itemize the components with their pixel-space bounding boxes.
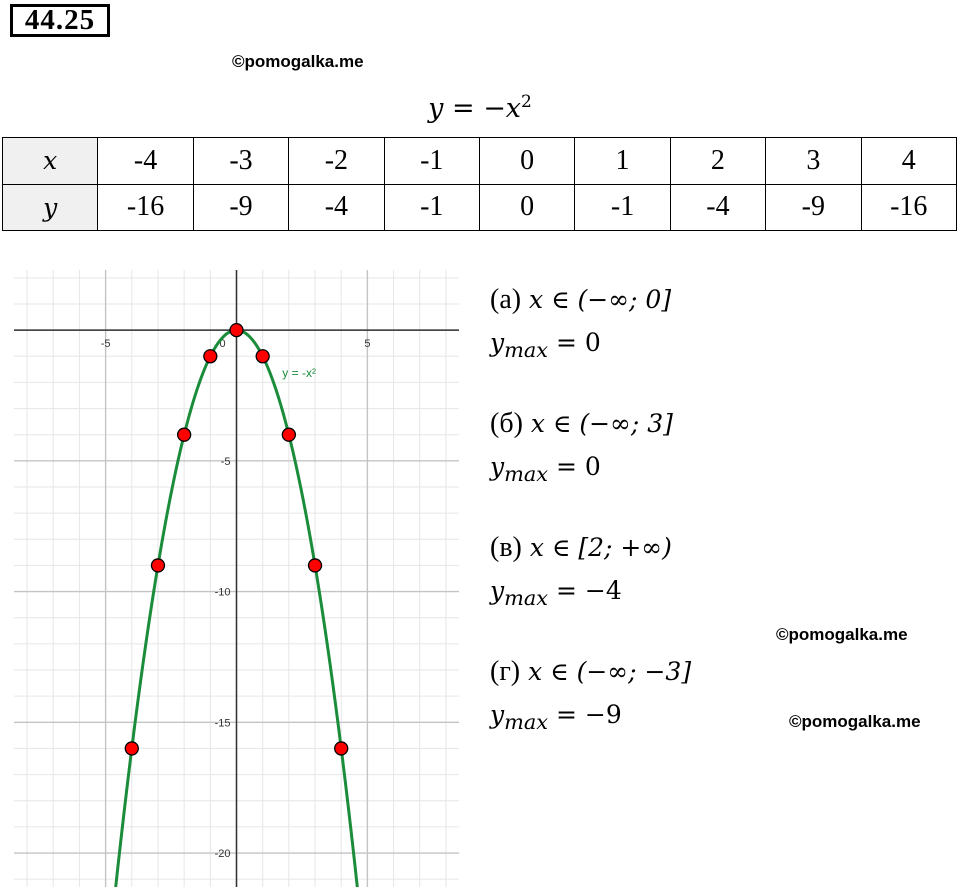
tick-labels: [101, 338, 371, 860]
answer-domain: x ∈ [2; +∞): [529, 533, 672, 562]
x-tick-label: -5: [100, 338, 111, 351]
data-point: [151, 559, 164, 572]
data-point: [256, 350, 269, 363]
table-header-x: x: [3, 138, 98, 185]
answer-domain: x ∈ (−∞; 0]: [529, 285, 672, 314]
formula-exponent: 2: [521, 92, 532, 112]
table-cell: 1: [575, 138, 670, 185]
answer-label: (в): [490, 532, 522, 563]
answer-ymax: $y_{max}$: [490, 700, 549, 734]
parabola-graph: [14, 270, 459, 887]
table-cell: -2: [289, 138, 384, 185]
answer-value: = −4: [556, 576, 622, 605]
data-point: [230, 324, 243, 337]
watermark: ©pomogalka.me: [776, 625, 908, 644]
answer-label: (г): [490, 656, 521, 687]
table-cell: 4: [861, 138, 956, 185]
y-tick-label: -20: [214, 848, 231, 861]
table-cell: -16: [98, 184, 193, 231]
formula-rhs: −x: [483, 93, 522, 124]
problem-number: 44.25: [10, 4, 110, 37]
curve-label: y = -x²: [282, 366, 316, 381]
axes: [14, 270, 459, 887]
data-point: [178, 428, 191, 441]
data-point: [125, 742, 138, 755]
answer-domain: x ∈ (−∞; −3]: [528, 657, 692, 686]
data-point: [282, 428, 295, 441]
table-cell: -4: [289, 184, 384, 231]
table-cell: -9: [766, 184, 861, 231]
answer-d: [490, 650, 950, 736]
answer-ymax: $y_{max}$: [490, 576, 549, 610]
watermark: ©pomogalka.me: [232, 52, 364, 71]
table-cell: 2: [670, 138, 765, 185]
answer-b: [490, 402, 950, 488]
y-tick-label: -15: [214, 717, 231, 730]
table-cell: -4: [670, 184, 765, 231]
answer-ymax: $y_{max}$: [490, 328, 549, 362]
data-point: [335, 742, 348, 755]
answer-value: = −9: [556, 700, 622, 729]
answer-ymax: $y_{max}$: [490, 452, 549, 486]
data-point: [309, 559, 322, 572]
y-tick-label: -5: [220, 455, 231, 468]
x-tick-label: 5: [364, 338, 371, 351]
table-header-y: y: [3, 184, 98, 231]
x-tick-label: 0: [219, 338, 226, 351]
answer-label: (б): [490, 408, 523, 439]
table-cell: 0: [479, 184, 574, 231]
table-cell: -1: [575, 184, 670, 231]
table-cell: -1: [384, 138, 479, 185]
answer-value: = 0: [556, 328, 601, 357]
answers: [490, 278, 950, 774]
table-cell: -9: [193, 184, 288, 231]
answer-a: [490, 278, 950, 364]
table-row-y: [3, 184, 957, 231]
function-formula: $y = -x^2$: [428, 92, 532, 124]
table-row-x: [3, 138, 957, 185]
table-cell: 3: [766, 138, 861, 185]
formula-lhs: y: [428, 93, 444, 124]
answer-domain: x ∈ (−∞; 3]: [530, 409, 673, 438]
values-table: [2, 137, 957, 231]
table-cell: -3: [193, 138, 288, 185]
table-cell: -4: [98, 138, 193, 185]
watermark: ©pomogalka.me: [789, 712, 921, 731]
answer-label: (а): [490, 284, 522, 315]
data-point: [204, 350, 217, 363]
answer-c: [490, 526, 950, 612]
table-cell: -1: [384, 184, 479, 231]
answer-value: = 0: [556, 452, 601, 481]
table-cell: 0: [479, 138, 574, 185]
table-cell: -16: [861, 184, 956, 231]
y-tick-label: -10: [214, 586, 231, 599]
